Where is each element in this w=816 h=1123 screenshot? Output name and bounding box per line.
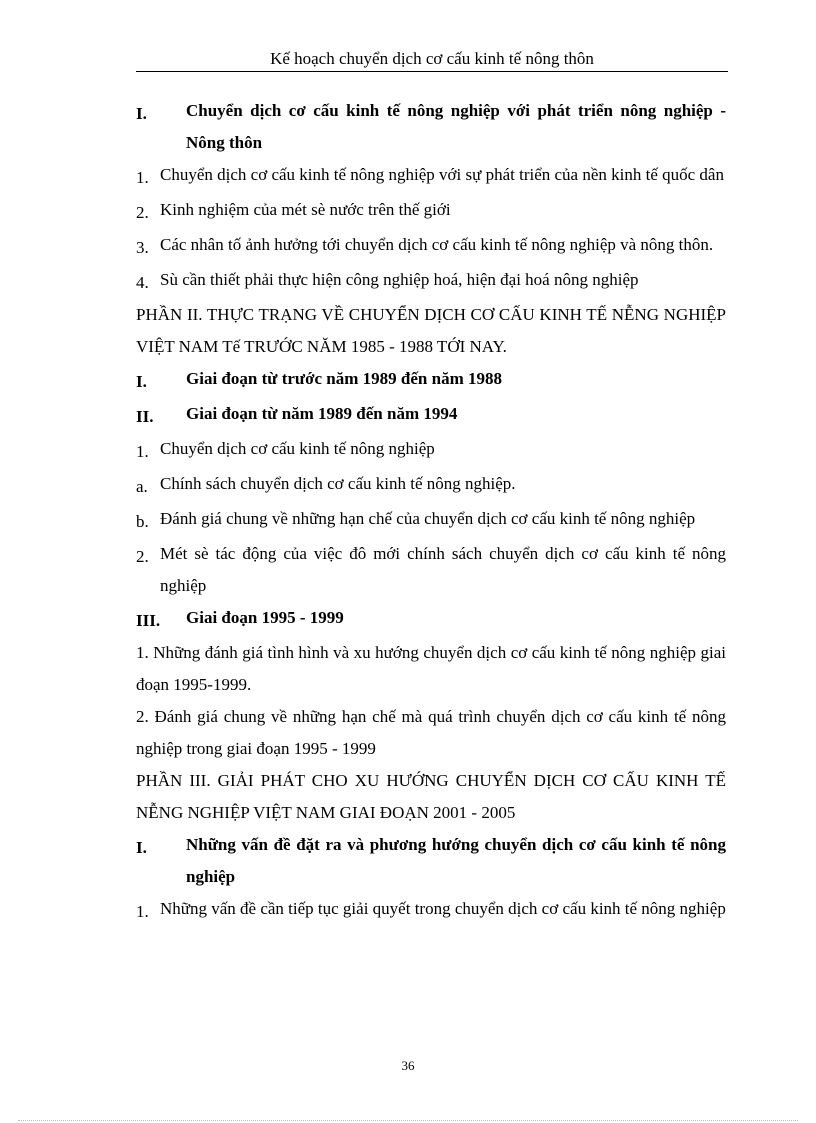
page-number: 36: [401, 1058, 415, 1073]
toc-entry: [136, 264, 726, 299]
toc-entry-plain: 2. Đánh giá chung về những hạn chế mà quá trình chuyển dịch cơ cấu kinh tế nông nghiệp trong giai đoạn 1995 - 1999: [136, 707, 726, 758]
toc-marker: a.: [136, 477, 148, 496]
toc-text: Những vấn đề đặt ra và phương hướng chuyển dịch cơ cấu kinh tế nông nghiệp: [186, 835, 726, 886]
toc-entry: [136, 194, 726, 229]
toc-marker: 3.: [136, 238, 149, 257]
toc-marker: 1.: [136, 902, 149, 921]
toc-text: Kinh nghiệm của mét sè nước trên thế giới: [160, 200, 451, 219]
toc-marker: I.: [136, 372, 147, 391]
toc-part-heading: PHẦN III. GIẢI PHÁT CHO XU HƯỚNG CHUYỂN DỊCH CƠ CẤU KINH TẾ NỄNG NGHIỆP VIỆT NAM GIAI ĐOẠN 2001 - 2005: [136, 771, 726, 822]
toc-heading: [136, 398, 726, 433]
toc-text: Sù cần thiết phải thực hiện công nghiệp hoá, hiện đại hoá nông nghiệp: [160, 270, 639, 289]
toc-text: Đánh giá chung về những hạn chế của chuyển dịch cơ cấu kinh tế nông nghiệp: [160, 509, 696, 528]
toc-marker: 2.: [136, 547, 149, 566]
toc-entry-plain: 1. Những đánh giá tình hình và xu hướng chuyển dịch cơ cấu kinh tế nông nghiệp giai đoạn 1995-1999.: [136, 643, 726, 694]
toc-entry: [136, 503, 726, 538]
toc-heading: [136, 829, 726, 893]
toc-text: Chính sách chuyển dịch cơ cấu kinh tế nông nghiệp.: [160, 474, 516, 493]
toc-entry: [136, 893, 726, 928]
toc-entry: [136, 538, 726, 602]
toc-text: Giai đoạn 1995 - 1999: [186, 608, 344, 627]
toc-entry: [136, 468, 726, 503]
page-bottom-border: [18, 1120, 798, 1121]
toc-marker: I.: [136, 838, 147, 857]
toc-text: Giai đoạn từ trước năm 1989 đến năm 1988: [186, 369, 502, 388]
toc-heading-1: [136, 95, 726, 159]
table-of-contents: [136, 95, 726, 928]
toc-text: Giai đoạn từ năm 1989 đến năm 1994: [186, 404, 458, 423]
toc-text: Những vấn đề cần tiếp tục giải quyết trong chuyển dịch cơ cấu kinh tế nông nghiệp: [160, 899, 726, 918]
toc-entry: [136, 433, 726, 468]
toc-heading: [136, 602, 726, 637]
toc-marker: b.: [136, 512, 149, 531]
toc-marker: III.: [136, 611, 161, 630]
toc-text: Chuyển dịch cơ cấu kinh tế nông nghiệp với phát triển nông nghiệp - Nông thôn: [186, 101, 726, 152]
toc-entry: [136, 159, 726, 194]
toc-heading: [136, 363, 726, 398]
toc-text: Chuyển dịch cơ cấu kinh tế nông nghiệp: [160, 439, 435, 458]
toc-marker: 2.: [136, 203, 149, 222]
toc-entry: [136, 229, 726, 264]
toc-text: Chuyển dịch cơ cấu kinh tế nông nghiệp với sự phát triển của nền kinh tế quốc dân: [160, 165, 724, 184]
toc-text: Các nhân tố ảnh hưởng tới chuyển dịch cơ cấu kinh tế nông nghiệp và nông thôn.: [160, 235, 714, 254]
running-header-title: Kế hoạch chuyển dịch cơ cấu kinh tế nông thôn: [270, 49, 594, 68]
toc-text: Mét sè tác động của việc đô mới chính sách chuyển dịch cơ cấu kinh tế nông nghiệp: [160, 544, 726, 595]
toc-marker: 4.: [136, 273, 149, 292]
toc-marker: I.: [136, 104, 147, 123]
header-divider: [136, 71, 728, 72]
toc-marker: 1.: [136, 442, 149, 461]
toc-marker: II.: [136, 407, 154, 426]
toc-marker: 1.: [136, 168, 149, 187]
toc-part-heading: PHẦN II. THỰC TRẠNG VỀ CHUYỂN DỊCH CƠ CẤU KINH TẾ NỄNG NGHIỆP VIỆT NAM Tế TRƯỚC NĂM 1985 - 1988 TỚI NAY.: [136, 305, 726, 356]
